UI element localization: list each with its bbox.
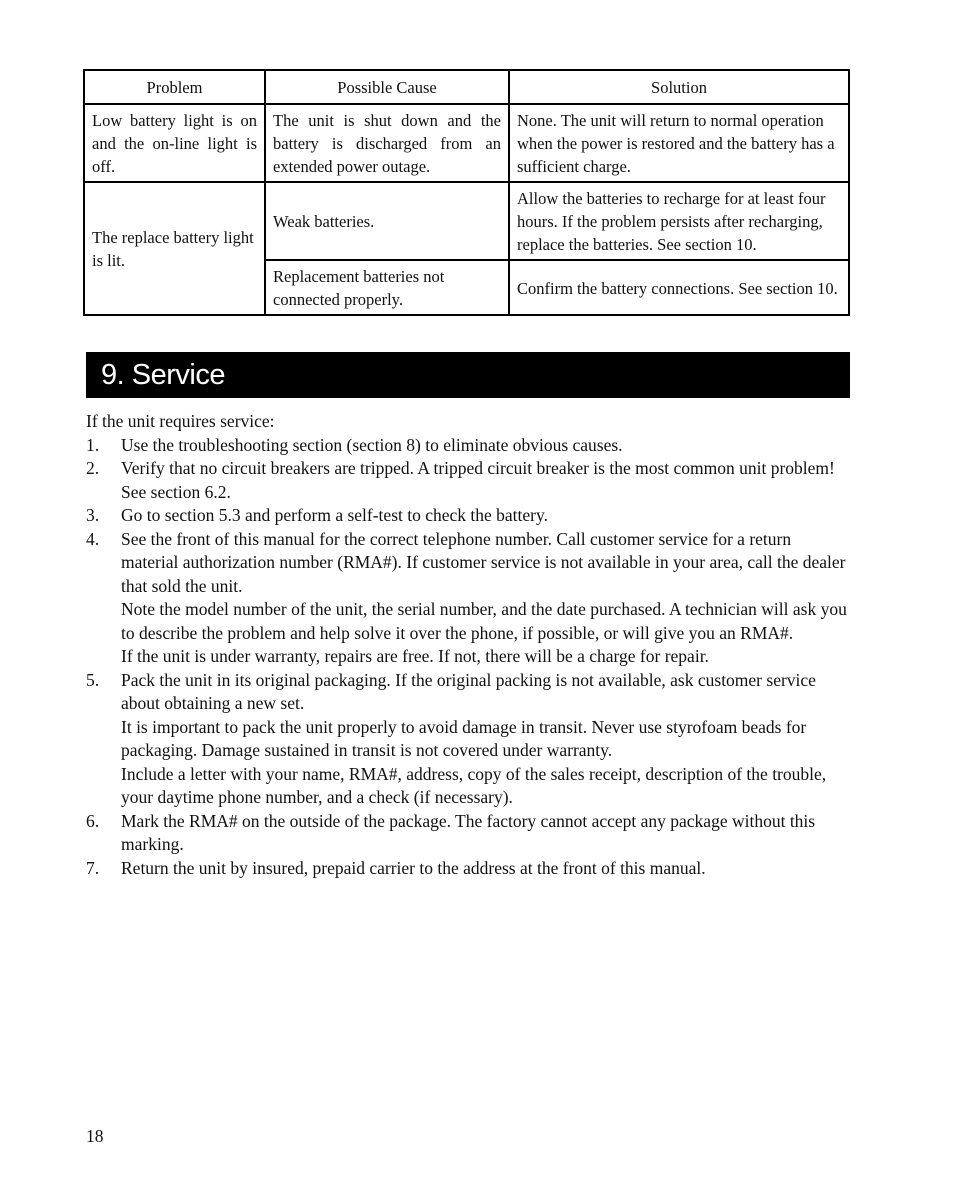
section-title: 9. Service [101,359,225,391]
table-row [84,104,849,182]
step-text: Mark the RMA# on the outside of the package. The factory cannot accept any package without this marking. [121,810,816,854]
step-note: Note the model number of the unit, the serial number, and the date purchased. A technician will ask you to describe the problem and help solve it over the phone, if possible, or will give you an RMA#. [121,599,847,643]
step-note: If the unit is under warranty, repairs are free. If not, there will be a charge for repair. [121,646,709,666]
step-number: 2. [86,458,100,478]
list-item [86,669,852,716]
header-solution: Solution [509,70,849,104]
header-problem: Problem [84,70,265,104]
step-number: 1. [86,434,100,455]
step-number: 5. [86,669,100,690]
step-text: Verify that no circuit breakers are tripped. A tripped circuit breaker is the most common unit problem! See section 6.2. [121,458,835,502]
list-item [86,810,852,857]
solution-cell: None. The unit will return to normal operation when the power is restored and the battery has a sufficient charge. [509,104,849,182]
step-number: 3. [86,505,100,525]
cause-cell: The unit is shut down and the battery is discharged from an extended power outage. [265,104,509,182]
solution-cell: Allow the batteries to recharge for at least four hours. If the problem persists after recharging, replace the batteries. See section 10. [509,182,849,260]
list-item [86,457,852,504]
step-text: Go to section 5.3 and perform a self-test to check the battery. [121,505,548,525]
step-number: 6. [86,810,100,831]
service-steps-list-continued [86,669,852,716]
cause-cell: Replacement batteries not connected properly. [265,260,509,315]
cause-cell: Weak batteries. [265,182,509,260]
step-note: It is important to pack the unit properly to avoid damage in transit. Never use styrofoam beads for packaging. Damage sustained in transit is not covered under warranty. [121,716,807,760]
step-text: See the front of this manual for the correct telephone number. Call customer service for a return material authorization number (RMA#). If customer service is not available in your area, call the dealer that sold the unit. [121,528,846,596]
table-row [84,182,849,260]
step-number: 7. [86,857,100,878]
list-item [86,434,852,458]
service-steps-list-final [86,810,852,881]
step-number: 4. [86,528,100,549]
problem-cell: Low battery light is on and the on-line light is off. [84,104,265,182]
page-number: 18 [86,1126,104,1146]
section-banner [86,352,850,398]
solution-cell: Confirm the battery connections. See section 10. [509,260,849,315]
step-text: Return the unit by insured, prepaid carrier to the address at the front of this manual. [121,857,706,878]
problem-cell: The replace battery light is lit. [84,182,265,315]
step-note: Include a letter with your name, RMA#, address, copy of the sales receipt, description of the trouble, your daytime phone number, and a check (if necessary). [121,763,827,807]
step-text: Use the troubleshooting section (section 8) to eliminate obvious causes. [121,434,623,455]
service-section-body [86,410,852,880]
list-item [86,504,852,528]
list-item [86,528,852,599]
service-steps-list [86,434,852,599]
troubleshooting-table [83,69,850,316]
list-item [86,857,852,881]
section-intro: If the unit requires service: [86,411,275,431]
header-possible-cause: Possible Cause [265,70,509,104]
step-text: Pack the unit in its original packaging. If the original packing is not available, ask customer service about obtaining a new set. [121,669,816,713]
table-header-row [84,70,849,104]
